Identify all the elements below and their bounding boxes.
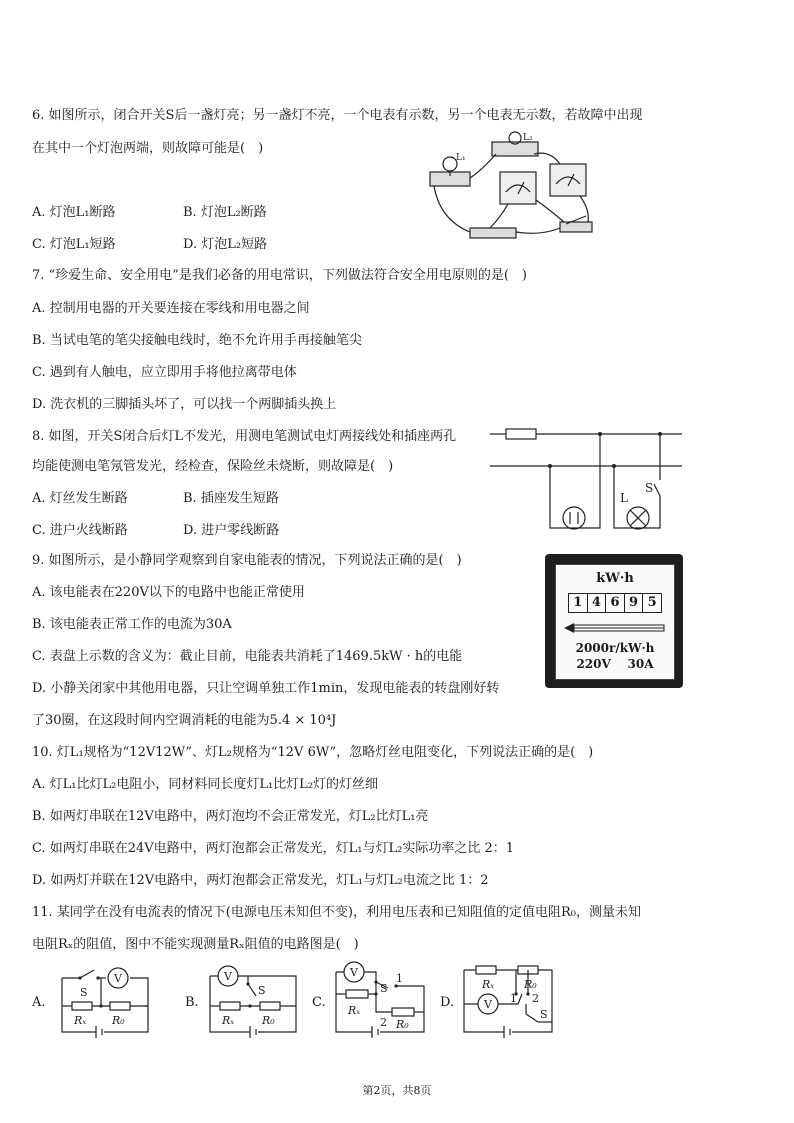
voltmeter-label: V	[484, 998, 492, 1011]
contact-2-label: 2	[380, 1016, 387, 1029]
q8-option-c: C. 进户火线断路	[32, 523, 128, 538]
q9-option-b: B. 该电能表正常工作的电流为30A	[32, 617, 232, 632]
contact-1-label: 1	[396, 972, 403, 985]
r0-label: R₀	[262, 1014, 275, 1027]
voltmeter-label: V	[114, 972, 122, 985]
meter-digit: 4	[588, 594, 607, 612]
q10-option-b: B. 如两灯串联在12V电路中，两灯泡均不会正常发光，灯L₂比灯L₁亮	[32, 809, 429, 824]
q8-fig-label-lamp: L	[620, 491, 628, 505]
voltmeter-label: V	[224, 970, 232, 983]
r0-label: R₀	[524, 978, 537, 991]
page-number: 第2页，共8页	[362, 1084, 432, 1097]
q9-option-d: D. 小静关闭家中其他用电器，只让空调单独工作1min，发现电能表的转盘刚好转	[32, 681, 500, 696]
q11-option-c-letter: C.	[312, 995, 326, 1010]
q10-option-d: D. 如两灯并联在12V电路中，两灯泡都会正常发光，灯L₁与灯L₂电流之比 1：2	[32, 873, 489, 888]
q11-stem-line2: 电阻Rₓ的阻值，图中不能实现测量Rₓ阻值的电路图是( )	[32, 937, 359, 952]
meter-digit: 1	[569, 594, 588, 612]
meter-reading	[568, 593, 662, 613]
q9-option-c: C. 表盘上示数的含义为：截止目前，电能表共消耗了1469.5kW · h的电能	[32, 649, 463, 664]
q10-stem: 10. 灯L₁规格为“12V12W”、灯L₂规格为“12V 6W”，忽略灯丝电阻变化，下列说法正确的是( )	[32, 745, 594, 760]
electric-meter	[545, 554, 683, 688]
q6-fig-label-l1: L₁	[456, 153, 466, 163]
voltmeter-label: V	[350, 966, 358, 979]
fuse	[506, 429, 536, 439]
q11-option-d-letter: D.	[440, 995, 455, 1010]
q6-circuit-figure	[420, 130, 610, 246]
meter-digit: 9	[625, 594, 644, 612]
q8-fig-label-switch: S	[645, 481, 654, 495]
contact-1-label: 1	[510, 992, 517, 1005]
meter-rating: 220V 30A	[576, 657, 654, 671]
q7-stem: 7. “珍爱生命、安全用电”是我们必备的用电常识，下列做法符合安全用电原则的是( )	[32, 268, 527, 283]
q6-option-d: D. 灯泡L₂短路	[183, 237, 268, 252]
q10-option-c: C. 如两灯串联在24V电路中，两灯泡都会正常发光，灯L₁与灯L₂实际功率之比 2：1	[32, 841, 515, 856]
rx-label: Rₓ	[222, 1014, 235, 1027]
rx-label: Rₓ	[482, 978, 495, 991]
meter-rate: 2000r/kW·h	[575, 641, 655, 655]
q7-option-c: C. 遇到有人触电，应立即用手将他拉离带电体	[32, 365, 297, 380]
q6-stem-line2: 在其中一个灯泡两端，则故障可能是( )	[32, 141, 264, 156]
q9-option-a: A. 该电能表在220V以下的电路中也能正常使用	[32, 585, 305, 600]
q11-circuit-a	[52, 962, 156, 1040]
meter-digit: 6	[606, 594, 625, 612]
q8-option-a: A. 灯丝发生断路	[32, 491, 128, 506]
q11-option-a-letter: A.	[32, 995, 46, 1010]
meter-digit-decimal: 5	[647, 595, 657, 610]
q7-option-a: A. 控制用电器的开关要连接在零线和用电器之间	[32, 301, 310, 316]
q6-fig-label-l2: L₂	[523, 133, 533, 143]
switch-label: S	[258, 984, 266, 997]
meter-turntable-icon	[564, 621, 666, 635]
q8-stem-line1: 8. 如图，开关S闭合后灯L不发光，用测电笔测试电灯两接线处和插座两孔	[32, 429, 457, 444]
q11-option-b-letter: B.	[185, 995, 199, 1010]
q8-stem-line2: 均能使测电笔氖管发光，经检查，保险丝未烧断，则故障是( )	[32, 459, 394, 474]
q6-option-b: B. 灯泡L₂断路	[183, 205, 267, 220]
meter-unit: kW·h	[596, 571, 634, 586]
switch-label: S	[380, 982, 388, 995]
q11-stem-line1: 11. 某同学在没有电流表的情况下(电源电压未知但不变)，利用电压表和已知阻值的定值电阻R₀，测量未知	[32, 905, 641, 920]
q9-option-d-continued: 了30圈，在这段时间内空调消耗的电能为5.4 × 10⁴J	[32, 713, 337, 728]
q7-option-b: B. 当试电笔的笔尖接触电线时，绝不允许用手再接触笔尖	[32, 333, 362, 348]
q10-option-a: A. 灯L₁比灯L₂电阻小，同材料同长度灯L₁比灯L₂灯的灯丝细	[32, 777, 379, 792]
switch-label: S	[540, 1008, 548, 1021]
q8-option-d: D. 进户零线断路	[183, 523, 280, 538]
q6-option-c: C. 灯泡L₁短路	[32, 237, 116, 252]
q11-circuit-c	[330, 958, 430, 1040]
q6-stem-line1: 6. 如图所示，闭合开关S后一盏灯亮；另一盏灯不亮，一个电表有示数，另一个电表无示数，若故障中出现	[32, 108, 643, 123]
socket	[563, 507, 585, 529]
rx-label: Rₓ	[348, 1004, 361, 1017]
q11-circuit-d	[458, 960, 558, 1040]
q8-option-b: B. 插座发生短路	[183, 491, 279, 506]
contact-2-label: 2	[532, 992, 539, 1005]
r0-label: R₀	[396, 1018, 409, 1031]
r0-label: R₀	[112, 1014, 125, 1027]
rx-label: Rₓ	[74, 1014, 87, 1027]
q9-stem: 9. 如图所示，是小静同学观察到自家电能表的情况，下列说法正确的是( )	[32, 553, 462, 568]
q8-home-circuit-figure	[488, 422, 684, 538]
q6-option-a: A. 灯泡L₁断路	[32, 205, 116, 220]
switch-label: S	[80, 986, 88, 999]
q7-option-d: D. 洗衣机的三脚插头坏了，可以找一个两脚插头换上	[32, 397, 337, 412]
q11-circuit-b	[202, 962, 306, 1040]
